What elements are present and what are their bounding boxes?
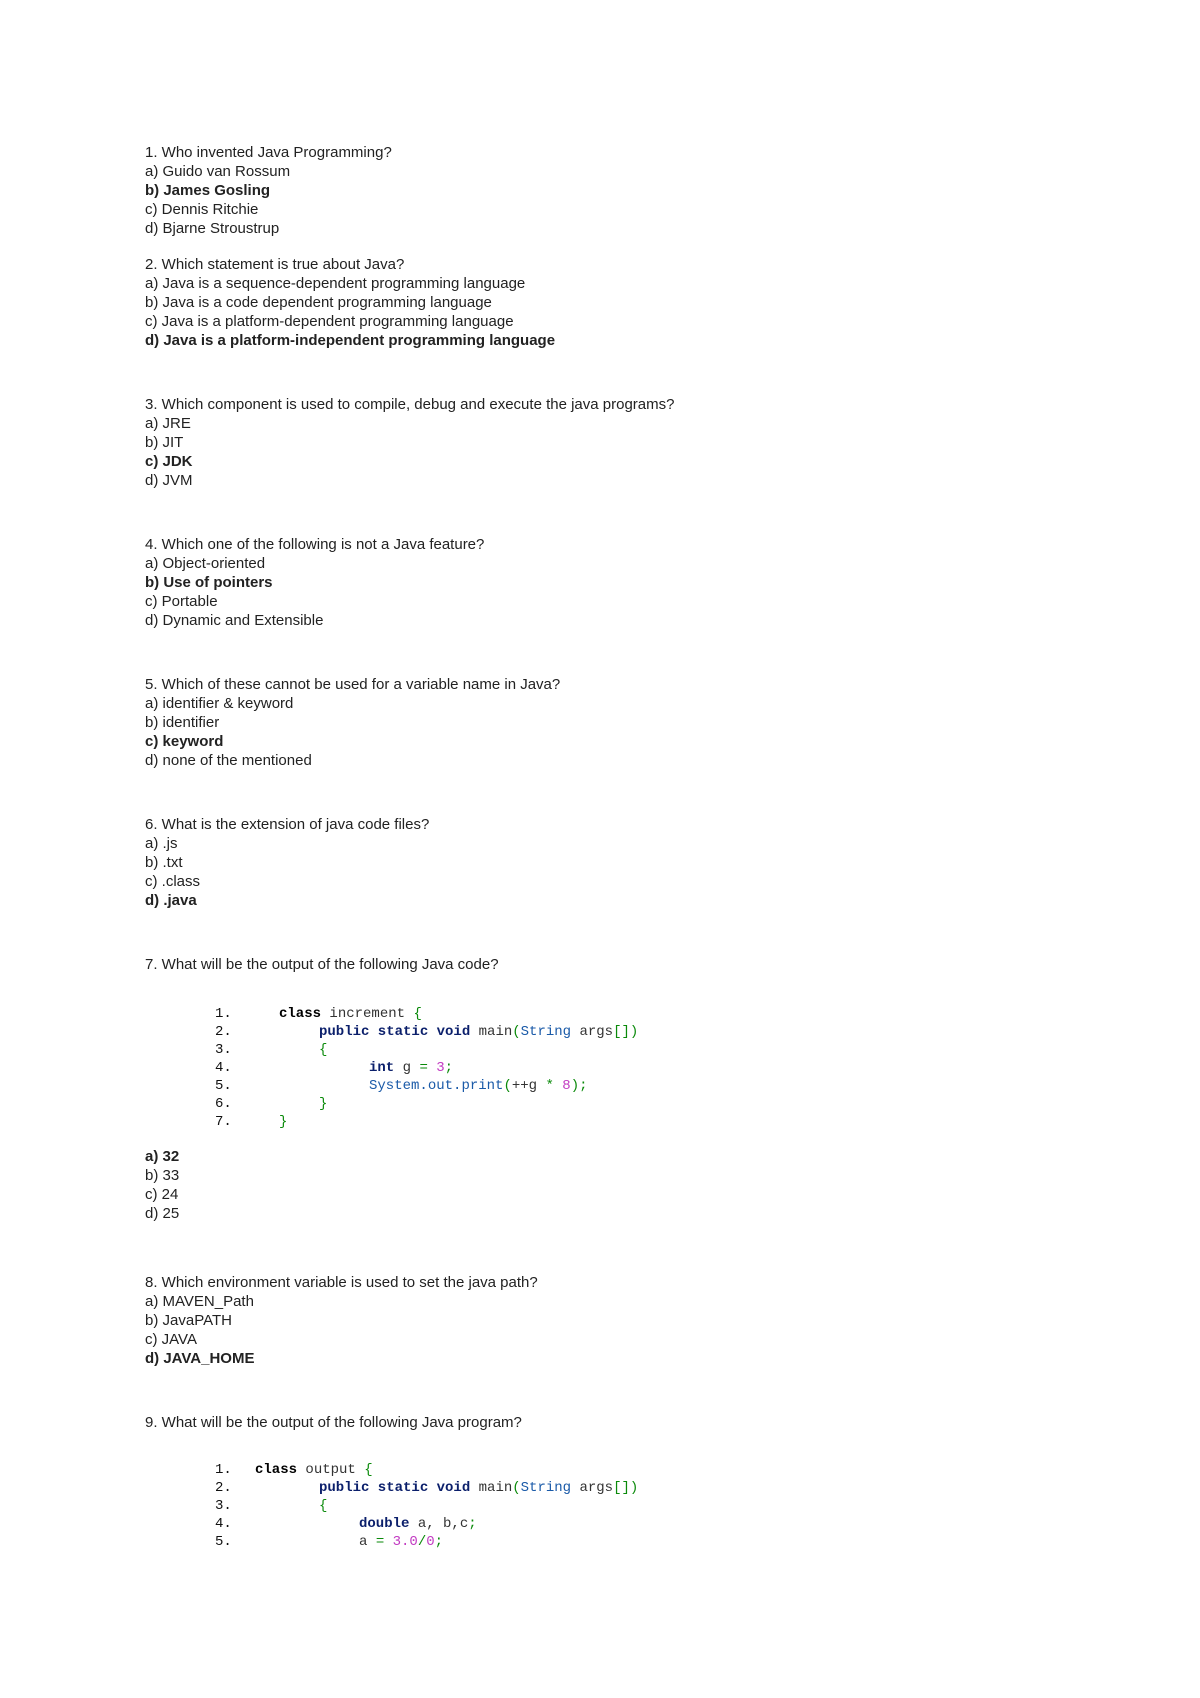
option-b-correct: b) James Gosling bbox=[145, 182, 271, 199]
identifier: g bbox=[394, 1060, 420, 1076]
line-number: 1. bbox=[215, 1006, 232, 1022]
question-text: 5. Which of these cannot be used for a variable name in Java? bbox=[145, 676, 561, 693]
type: String bbox=[520, 1480, 572, 1496]
question-7-options bbox=[145, 1147, 179, 1223]
question-8 bbox=[145, 1273, 538, 1368]
option-d: d) 25 bbox=[145, 1205, 180, 1222]
code-line-6 bbox=[215, 1095, 638, 1113]
method: .print bbox=[453, 1078, 504, 1094]
option-b: b) JIT bbox=[145, 434, 184, 451]
operator: * bbox=[545, 1078, 563, 1094]
line-number: 7. bbox=[215, 1114, 232, 1130]
dot: . bbox=[419, 1078, 428, 1094]
option-c: c) Dennis Ritchie bbox=[145, 201, 259, 218]
type: String bbox=[520, 1024, 572, 1040]
code-line-4 bbox=[215, 1515, 638, 1533]
number: 8 bbox=[562, 1078, 571, 1094]
paren: []) bbox=[613, 1480, 639, 1496]
question-text: 6. What is the extension of java code files? bbox=[145, 816, 430, 833]
question-text: 2. Which statement is true about Java? bbox=[145, 256, 405, 273]
option-a: a) identifier & keyword bbox=[145, 695, 294, 712]
number: 0 bbox=[426, 1534, 435, 1550]
option-d-correct: d) .java bbox=[145, 892, 197, 909]
option-d: d) Dynamic and Extensible bbox=[145, 612, 324, 629]
question-text: 7. What will be the output of the following Java code? bbox=[145, 956, 499, 973]
operator: = bbox=[375, 1534, 393, 1550]
keyword: class bbox=[279, 1006, 322, 1022]
line-number: 4. bbox=[215, 1060, 232, 1076]
line-number: 6. bbox=[215, 1096, 232, 1112]
question-2 bbox=[145, 255, 555, 350]
option-a-correct: a) 32 bbox=[145, 1148, 180, 1165]
brace: { bbox=[319, 1042, 328, 1058]
identifier: args bbox=[571, 1024, 614, 1040]
option-d-correct: d) JAVA_HOME bbox=[145, 1350, 255, 1367]
paren: ( bbox=[503, 1078, 512, 1094]
question-9 bbox=[145, 1413, 522, 1432]
option-a: a) Guido van Rossum bbox=[145, 163, 291, 180]
identifier: args bbox=[571, 1480, 614, 1496]
line-number: 2. bbox=[215, 1024, 232, 1040]
semicolon: ; bbox=[434, 1534, 444, 1550]
line-number: 4. bbox=[215, 1516, 232, 1532]
option-d: d) none of the mentioned bbox=[145, 752, 312, 769]
line-number: 3. bbox=[215, 1498, 232, 1514]
identifier: output bbox=[297, 1462, 365, 1478]
line-number: 2. bbox=[215, 1480, 232, 1496]
code-line-7 bbox=[215, 1113, 638, 1131]
option-d: d) Bjarne Stroustrup bbox=[145, 220, 280, 237]
code-line-2 bbox=[215, 1023, 638, 1041]
line-number: 1. bbox=[215, 1462, 232, 1478]
paren: ); bbox=[570, 1078, 588, 1094]
question-4 bbox=[145, 535, 484, 630]
paren: ( bbox=[512, 1480, 521, 1496]
option-b: b) JavaPATH bbox=[145, 1312, 232, 1329]
keyword: int bbox=[369, 1060, 395, 1076]
identifier: a, b,c bbox=[409, 1516, 469, 1532]
brace: { bbox=[319, 1498, 328, 1514]
question-text: 8. Which environment variable is used to set the java path? bbox=[145, 1274, 538, 1291]
code-line-3 bbox=[215, 1041, 638, 1059]
question-text: 1. Who invented Java Programming? bbox=[145, 144, 392, 161]
question-text: 9. What will be the output of the following Java program? bbox=[145, 1414, 522, 1431]
option-a: a) Java is a sequence-dependent programming language bbox=[145, 275, 526, 292]
option-c: c) JAVA bbox=[145, 1331, 197, 1348]
option-a: a) MAVEN_Path bbox=[145, 1293, 254, 1310]
operator: / bbox=[417, 1534, 427, 1550]
number: 3.0 bbox=[392, 1534, 418, 1550]
code-line-1 bbox=[215, 1461, 638, 1479]
option-a: a) .js bbox=[145, 835, 178, 852]
option-c: c) Portable bbox=[145, 593, 218, 610]
keyword: double bbox=[359, 1516, 410, 1532]
semicolon: ; bbox=[444, 1060, 454, 1076]
line-number: 5. bbox=[215, 1078, 232, 1094]
brace: } bbox=[279, 1114, 288, 1130]
code-block-q9 bbox=[215, 1461, 638, 1551]
operator: = bbox=[419, 1060, 437, 1076]
option-a: a) JRE bbox=[145, 415, 191, 432]
question-6 bbox=[145, 815, 429, 910]
type: System bbox=[369, 1078, 420, 1094]
identifier: main bbox=[470, 1024, 513, 1040]
option-c: c) 24 bbox=[145, 1186, 179, 1203]
option-c: c) .class bbox=[145, 873, 201, 890]
question-7 bbox=[145, 955, 499, 974]
option-c-correct: c) JDK bbox=[145, 453, 193, 470]
identifier: increment bbox=[321, 1006, 414, 1022]
option-d-correct: d) Java is a platform-independent programming language bbox=[145, 332, 556, 349]
question-text: 4. Which one of the following is not a Java feature? bbox=[145, 536, 485, 553]
semicolon: ; bbox=[468, 1516, 477, 1532]
identifier: main bbox=[470, 1480, 513, 1496]
question-1 bbox=[145, 143, 392, 238]
keyword: public static void bbox=[319, 1024, 471, 1040]
code-line-1 bbox=[215, 1005, 638, 1023]
line-number: 5. bbox=[215, 1534, 232, 1550]
code-line-4 bbox=[215, 1059, 638, 1077]
paren: ( bbox=[512, 1024, 521, 1040]
keyword: public static void bbox=[319, 1480, 471, 1496]
option-b: b) identifier bbox=[145, 714, 220, 731]
brace: { bbox=[413, 1006, 422, 1022]
field: out bbox=[427, 1078, 454, 1094]
expression: ++g bbox=[511, 1078, 546, 1094]
code-block-q7 bbox=[215, 1005, 638, 1131]
keyword: class bbox=[255, 1462, 298, 1478]
code-line-5 bbox=[215, 1077, 638, 1095]
brace: { bbox=[364, 1462, 373, 1478]
option-b: b) 33 bbox=[145, 1167, 180, 1184]
line-number: 3. bbox=[215, 1042, 232, 1058]
option-c-correct: c) keyword bbox=[145, 733, 224, 750]
question-3 bbox=[145, 395, 674, 490]
question-5 bbox=[145, 675, 560, 770]
question-text: 3. Which component is used to compile, debug and execute the java programs? bbox=[145, 396, 675, 413]
option-d: d) JVM bbox=[145, 472, 193, 489]
option-b: b) Java is a code dependent programming language bbox=[145, 294, 492, 311]
option-c: c) Java is a platform-dependent programming language bbox=[145, 313, 514, 330]
option-a: a) Object-oriented bbox=[145, 555, 266, 572]
code-line-3 bbox=[215, 1497, 638, 1515]
code-line-5 bbox=[215, 1533, 638, 1551]
code-line-2 bbox=[215, 1479, 638, 1497]
identifier: a bbox=[359, 1534, 376, 1550]
brace: } bbox=[319, 1096, 328, 1112]
option-b-correct: b) Use of pointers bbox=[145, 574, 273, 591]
paren: []) bbox=[613, 1024, 639, 1040]
option-b: b) .txt bbox=[145, 854, 183, 871]
number: 3 bbox=[436, 1060, 445, 1076]
